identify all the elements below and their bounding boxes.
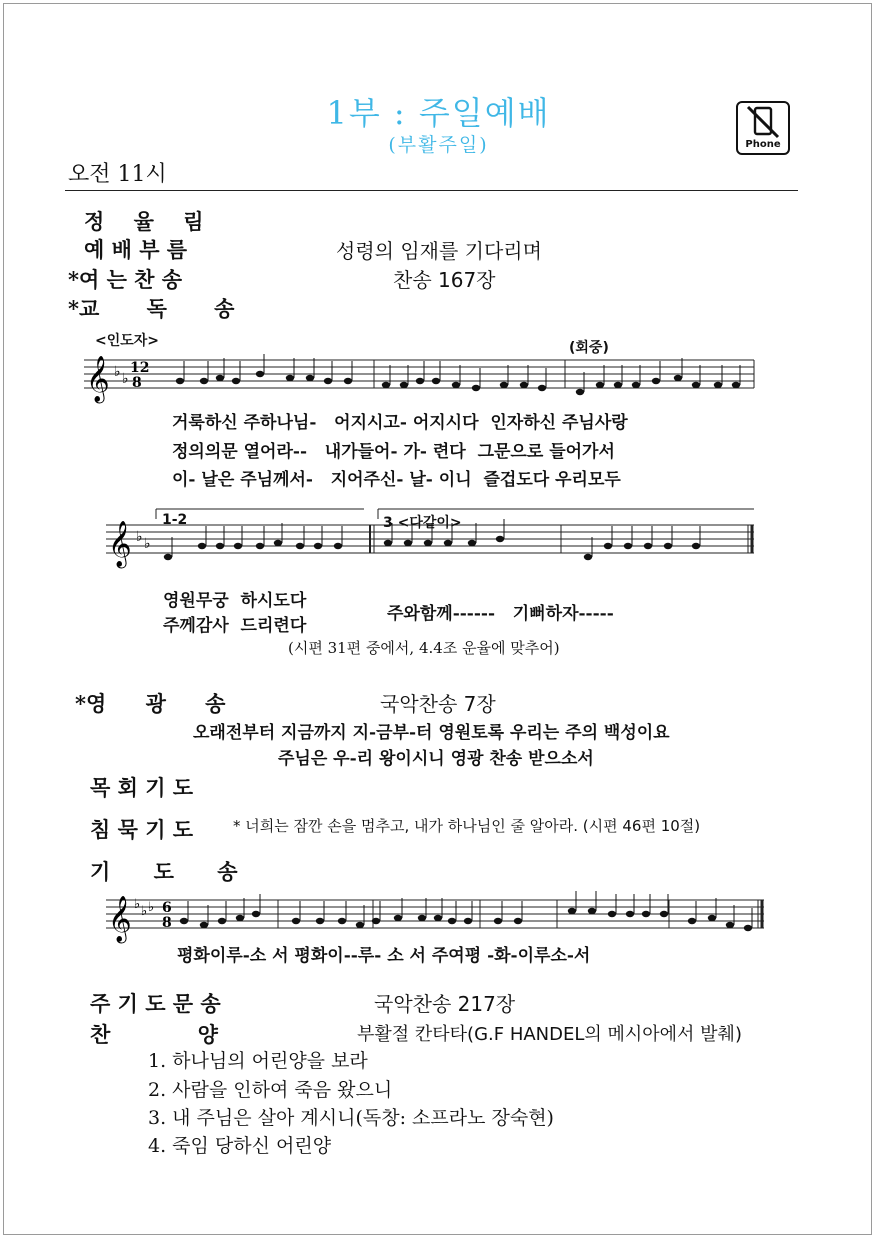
note-head: [200, 922, 208, 928]
prayer-song-lyrics: 평화이루-소 서 평화이--루- 소 서 주여평 -화-이루소-서: [177, 946, 591, 966]
svg-text:♭: ♭: [141, 904, 148, 919]
note-head: [744, 925, 752, 931]
note-head: [232, 378, 240, 384]
svg-text:♭: ♭: [136, 529, 143, 545]
note-head: [418, 915, 426, 921]
note-head: [316, 918, 324, 924]
note-head: [404, 540, 412, 546]
note-head: [180, 918, 188, 924]
note-head: [176, 378, 184, 384]
note-head: [296, 543, 304, 549]
note-head: [306, 375, 314, 381]
note-head: [472, 385, 480, 391]
note-head: [614, 382, 622, 388]
note-head: [500, 382, 508, 388]
svg-text:♭: ♭: [122, 371, 129, 387]
note-head: [452, 382, 460, 388]
note-head: [314, 543, 322, 549]
score1-staff: [84, 354, 764, 404]
note-head: [424, 540, 432, 546]
note-head: [520, 382, 528, 388]
lords-prayer-label: 주 기 도 문 송: [90, 991, 221, 1016]
no-phone-icon: [736, 101, 790, 155]
score1-lyric-line3: 이- 날은 주님께서- 지어주신- 날- 이니 즐겁도다 우리모두: [172, 470, 621, 490]
note-head: [576, 389, 584, 395]
silent-prayer-note: * 너희는 잠깐 손을 멈추고, 내가 하나님인 줄 알아라. (시편 46편 10절): [233, 817, 701, 835]
note-head: [496, 536, 504, 542]
gloria-text-line1: 오래전부터 지금까지 지-금부-터 영원토록 우리는 주의 백성이요: [193, 723, 670, 743]
gloria-text-line2: 주님은 우-리 왕이시니 영광 찬송 받으소서: [278, 749, 594, 769]
note-head: [200, 378, 208, 384]
note-head: [198, 543, 206, 549]
note-head: [632, 382, 640, 388]
note-head: [608, 911, 616, 917]
anthem-label: 찬 양: [90, 1022, 218, 1047]
opening-hymn-value: 찬송 167장: [393, 268, 496, 292]
svg-text:♭: ♭: [144, 536, 151, 552]
prelude-label: 정 율 림: [84, 209, 204, 234]
note-head: [252, 911, 260, 917]
prayer-song-label: 기 도 송: [90, 859, 238, 884]
note-head: [274, 540, 282, 546]
score2-lyric-line1: 영원무궁 하시도다: [163, 591, 307, 611]
note-head: [664, 543, 672, 549]
silent-prayer-label: 침 묵 기 도: [90, 817, 194, 842]
time-sig-top: 6: [162, 900, 172, 916]
svg-text:♭: ♭: [148, 900, 155, 915]
note-head: [432, 378, 440, 384]
treble-clef-icon: 𝄞: [86, 356, 110, 402]
note-head: [596, 382, 604, 388]
note-head: [642, 911, 650, 917]
note-head: [674, 375, 682, 381]
note-head: [584, 554, 592, 560]
note-head: [468, 540, 476, 546]
opening-hymn-label: *여 는 찬 송: [68, 267, 183, 292]
note-head: [372, 918, 380, 924]
score1-lyric-line2: 정의의문 열어라-- 내가들어- 가- 련다 그문으로 들어가서: [172, 442, 615, 462]
note-head: [384, 540, 392, 546]
leader-label: <인도자>: [95, 333, 160, 349]
anthem-value: 부활절 칸타타(G.F HANDEL의 메시아에서 발췌): [357, 1024, 742, 1045]
prayer-song-staff: [106, 894, 766, 944]
note-head: [652, 378, 660, 384]
note-head: [448, 918, 456, 924]
note-head: [334, 543, 342, 549]
score2-lyric-line3: 주와함께------ 기뻐하자-----: [387, 604, 614, 624]
note-head: [394, 915, 402, 921]
note-head: [624, 543, 632, 549]
psalm-source-note: (시편 31편 중에서, 4.4조 운율에 맞추어): [288, 639, 560, 657]
time-sig-bottom: 8: [132, 375, 142, 391]
anthem-item-4: 4. 죽임 당하신 어린양: [148, 1135, 332, 1157]
note-head: [286, 375, 294, 381]
note-head: [644, 543, 652, 549]
note-head: [216, 375, 224, 381]
note-head: [692, 382, 700, 388]
service-subtitle: (부활주일): [388, 134, 489, 156]
note-head: [216, 543, 224, 549]
treble-clef-icon: 𝄞: [108, 896, 132, 942]
call-to-worship-label: 예 배 부 름: [84, 237, 188, 262]
note-head: [338, 918, 346, 924]
note-head: [726, 922, 734, 928]
note-head: [234, 543, 242, 549]
note-head: [714, 382, 722, 388]
note-head: [588, 908, 596, 914]
gloria-value: 국악찬송 7장: [380, 692, 496, 716]
congregation-label: (회중): [569, 340, 609, 356]
score2-lyric-line2: 주께감사 드리련다: [163, 616, 307, 636]
note-head: [604, 543, 612, 549]
time-sig-top: 12: [130, 360, 150, 376]
phone-label: Phone: [745, 139, 781, 150]
score1-lyric-line1: 거룩하신 주하나님- 어지시고- 어지시다 인자하신 주님사랑: [172, 413, 628, 433]
third-ending-label: 3 <다같이>: [383, 515, 462, 531]
service-title: 1부 : 주일예배: [326, 94, 551, 132]
note-head: [344, 378, 352, 384]
call-to-worship-value: 성령의 임재를 기다리며: [336, 239, 542, 263]
treble-clef-icon: 𝄞: [108, 521, 132, 567]
pastoral-prayer-label: 목 회 기 도: [90, 775, 194, 800]
svg-text:♭: ♭: [114, 364, 121, 380]
first-ending-label: 1-2: [162, 512, 188, 528]
time-sig-bottom: 8: [162, 915, 172, 931]
note-head: [692, 543, 700, 549]
note-head: [416, 378, 424, 384]
note-head: [382, 382, 390, 388]
note-head: [434, 915, 442, 921]
note-head: [464, 918, 472, 924]
anthem-item-2: 2. 사람을 인하여 죽음 왔으니: [148, 1079, 393, 1101]
svg-text:♭: ♭: [134, 897, 141, 912]
responsive-reading-label: *교 독 송: [68, 296, 235, 321]
anthem-item-1: 1. 하나님의 어린양을 보라: [148, 1050, 368, 1072]
note-head: [444, 540, 452, 546]
note-head: [218, 918, 226, 924]
note-head: [732, 382, 740, 388]
service-time: 오전 11시: [68, 162, 167, 187]
note-head: [660, 911, 668, 917]
note-head: [256, 371, 264, 377]
header-divider: [65, 190, 798, 191]
gloria-label: *영 광 송: [75, 691, 226, 716]
note-head: [568, 908, 576, 914]
note-head: [236, 915, 244, 921]
note-head: [494, 918, 502, 924]
note-head: [708, 915, 716, 921]
note-head: [400, 382, 408, 388]
note-head: [292, 918, 300, 924]
note-head: [256, 543, 264, 549]
anthem-item-3: 3. 내 주님은 살아 계시니(독창: 소프라노 장숙현): [148, 1107, 554, 1129]
lords-prayer-value: 국악찬송 217장: [374, 992, 516, 1016]
note-head: [356, 922, 364, 928]
note-head: [626, 911, 634, 917]
note-head: [688, 918, 696, 924]
note-head: [324, 378, 332, 384]
note-head: [514, 918, 522, 924]
note-head: [164, 554, 172, 560]
note-head: [538, 385, 546, 391]
